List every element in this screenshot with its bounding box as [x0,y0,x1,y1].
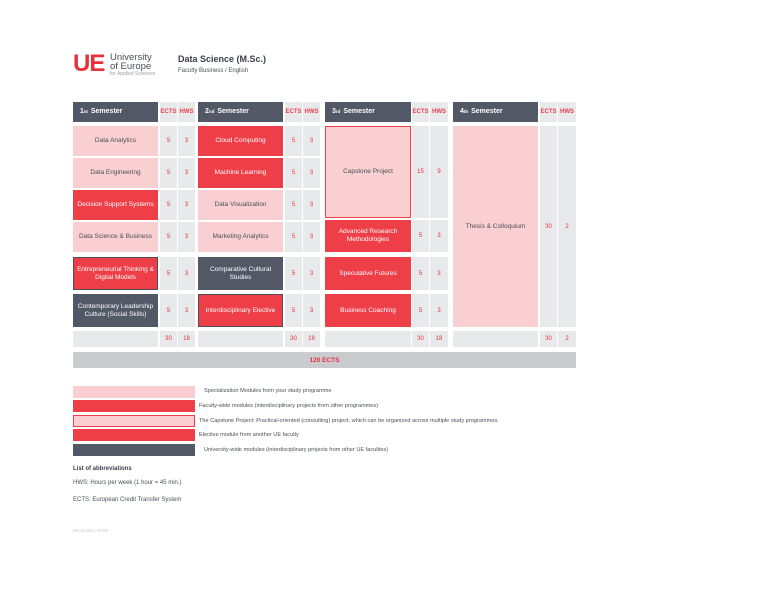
legend-faculty-wide: Faculty-wide modules (interdisciplinary projects from other programmes) [199,403,379,409]
semester-4-total-hws: 2 [558,331,576,347]
module-ects: 5 [285,126,302,156]
module-hws: 3 [178,257,195,290]
module-hws: 2 [558,126,576,327]
semester-4-header [453,102,538,122]
semester-1-ects-header: ECTS [160,102,177,122]
module-ects: 5 [412,294,429,327]
abbreviations-title: List of abbreviations [73,466,132,472]
module-hws: 3 [178,222,195,252]
semester-4-number: 4 [460,108,464,115]
module-ects: 5 [285,190,302,220]
legend-swatch-capstone [73,415,195,427]
module-hws: 3 [430,220,448,252]
module-data-science-business: Data Science & Business [73,222,158,252]
module-ects: 5 [285,222,302,252]
semester-3-total-hws: 18 [430,331,448,347]
module-hws: 3 [430,294,448,327]
semester-3-label: Semester [343,108,375,115]
legend-swatch-university-wide [73,444,195,456]
module-hws: 3 [178,126,195,156]
semester-1-number: 1 [80,108,84,115]
module-hws: 9 [430,126,448,218]
semester-3-header [325,102,411,122]
module-speculative-futures: Speculative Futures [325,257,411,290]
semester-4-ects-header: ECTS [540,102,557,122]
semester-3-hws-header: HWS [430,102,448,122]
semester-4-hws-header: HWS [558,102,576,122]
module-hws: 3 [430,257,448,290]
module-cloud-computing: Cloud Computing [198,126,283,156]
print-timestamp: 09.04.2021 10:59 [73,528,109,533]
total-row-spacer [453,331,538,347]
semester-2-header [198,102,283,122]
semester-2-hws-header: HWS [303,102,320,122]
legend-elective: Elective module from another UE faculty [199,432,299,438]
semester-2-number: 2 [205,108,209,115]
logo-line-3: for Applied Sciences [110,71,156,77]
semester-1-hws-header: HWS [178,102,195,122]
legend-capstone: The Capstone Project: Practical-oriented (consulting) project, which can be organized across multiple study programmes. [199,418,499,424]
module-ects: 5 [160,190,177,220]
page-title: Data Science (M.Sc.) [178,54,267,64]
abbreviation-hws: HWS: Hours per week (1 hour = 45 min.) [73,480,182,486]
page-subtitle: Faculty Business / English [178,68,249,74]
module-interdisciplinary-elective: Interdisciplinary Elective [198,294,283,327]
module-hws: 3 [178,294,195,327]
semester-2-total-ects: 30 [285,331,302,347]
abbreviation-ects: ECTS: European Credit Transfer System [73,497,182,503]
module-hws: 3 [303,294,320,327]
total-row-spacer [325,331,411,347]
module-ects: 5 [160,222,177,252]
semester-1-total-hws: 18 [178,331,195,347]
module-hws: 3 [178,190,195,220]
module-machine-learning: Machine Learning [198,158,283,188]
semester-1-suffix: st [83,109,88,114]
semester-4-label: Semester [471,108,503,115]
legend-swatch-specialization [73,386,195,398]
semester-2-suffix: nd [208,109,215,114]
module-ects: 5 [160,257,177,290]
semester-4-suffix: th [463,109,469,114]
legend-swatch-faculty-wide [73,400,195,412]
total-row-spacer [73,331,158,347]
module-capstone-project: Capstone Project [325,126,411,218]
module-ects: 5 [160,158,177,188]
module-hws: 3 [303,158,320,188]
module-hws: 3 [303,190,320,220]
module-decision-support-systems: Decision Support Systems [73,190,158,220]
semester-3-ects-header: ECTS [412,102,429,122]
module-contemporary-leadership: Contemporary Leadership Culture (Social Skills) [73,294,158,327]
module-hws: 3 [303,126,320,156]
semester-1-total-ects: 30 [160,331,177,347]
module-ects: 5 [285,257,302,290]
module-marketing-analytics: Marketing Analytics [198,222,283,252]
module-data-engineering: Data Engineering [73,158,158,188]
semester-1-label: Semester [90,108,123,115]
legend-university-wide: University-wide modules (interdisciplinary projects from other UE faculties) [204,447,389,453]
legend-swatch-elective [73,429,195,441]
semester-3-number: 3 [332,108,336,115]
logo-line-2: of Europe [110,61,152,72]
total-row-spacer [198,331,283,347]
module-ects: 15 [412,126,429,218]
module-thesis-colloquium: Thesis & Colloquium [453,126,538,327]
module-hws: 3 [178,158,195,188]
module-hws: 3 [303,257,320,290]
module-ects: 5 [285,294,302,327]
module-ects: 30 [540,126,557,327]
module-entrepreneurial-thinking: Entrepreneurial Thinking & Digital Models [73,257,158,290]
module-ects: 5 [160,126,177,156]
module-ects: 5 [160,294,177,327]
university-logo [73,52,163,78]
total-ects-bar: 120 ECTS [73,352,576,368]
semester-3-total-ects: 30 [412,331,429,347]
module-data-visualization: Data Visualization [198,190,283,220]
legend-specialization: Specialization Modules from your study programme [204,388,332,394]
logo-mark: UE [73,50,105,77]
module-hws: 3 [303,222,320,252]
semester-2-label: Semester [217,108,249,115]
module-ects: 5 [412,257,429,290]
module-ects: 5 [285,158,302,188]
module-data-analytics: Data Analytics [73,126,158,156]
module-advanced-research-methodologies: Advanced Research Methodologies [325,220,411,252]
semester-1-header [73,102,158,122]
module-ects: 5 [412,220,429,252]
semester-2-total-hws: 18 [303,331,320,347]
semester-2-ects-header: ECTS [285,102,302,122]
semester-3-suffix: rd [335,109,341,114]
module-comparative-cultural-studies: Comparative Cultural Studies [198,257,283,290]
logo-line-1: University [110,52,152,63]
module-business-coaching: Business Coaching [325,294,411,327]
semester-4-total-ects: 30 [540,331,557,347]
